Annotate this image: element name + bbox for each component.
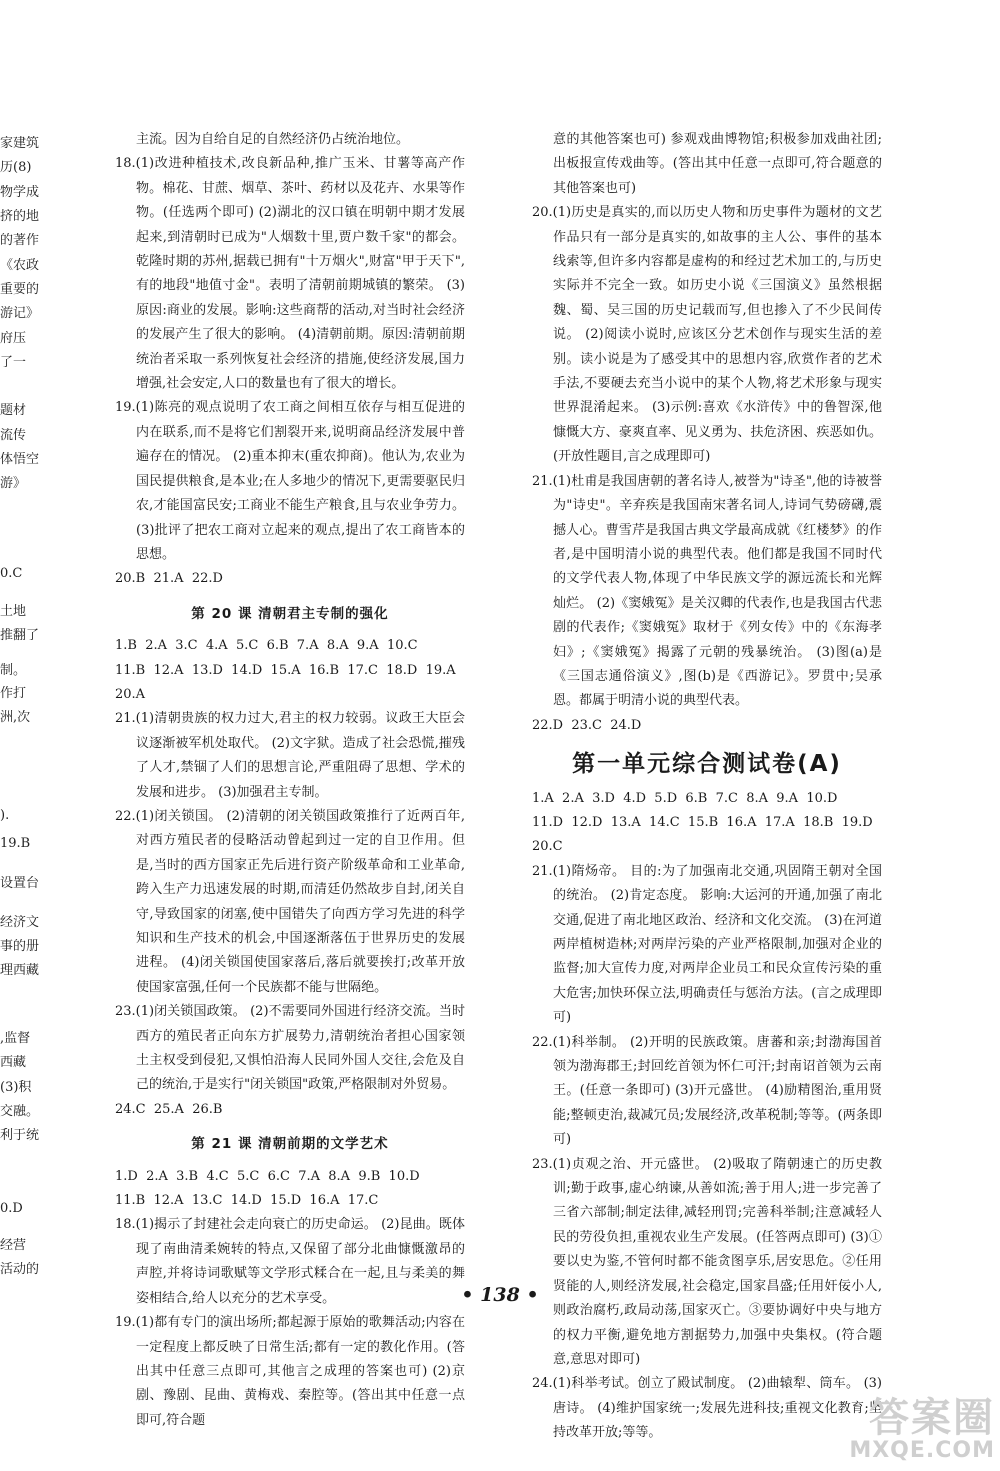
watermark-brand: 答案圈 [869,1395,995,1441]
answer-paragraph: 22.(1)科举制。 (2)开明的民族政策。唐蕃和亲;封渤海国首领为渤海郡王;封回纥首领为怀仁可汗;封南诏首领为云南王。(任意一条即可) (3)开元盛世。 (4)励精图治,重用贤能;整顿吏治,裁减冗员;发展经济,改革税制;等等。(两条即可) [532,1034,882,1148]
cropped-fragment: 制。 [0,663,27,678]
cropped-fragment: 家建筑 [0,136,40,151]
unit-test-heading: 第一单元综合测试卷(A) [572,751,842,778]
answer-key-line: 11.B 12.A 13.D 14.D 15.A 16.B 17.C 18.D 19.A [115,662,456,678]
cropped-fragment: 事的册 [0,939,40,954]
answer-key-line: 22.D 23.C 24.D [532,717,642,733]
answer-key-line: 11.B 12.A 13.C 14.D 15.D 16.A 17.C [115,1193,379,1209]
right-column [532,128,882,1446]
lesson-heading: 第 20 课 清朝君主专制的强化 [191,605,389,622]
cropped-fragment: 重要的 [0,282,40,297]
answer-key-line: 20.B 21.A 22.D [115,571,223,587]
answer-continuation: 意的其他答案也可) 参观戏曲博物馆;积极参加戏曲社团;出板报宣传戏曲等。(答出其中任意一点即可,符合题意的其他答案也可) [553,132,882,196]
lesson-heading: 第 21 课 清朝前期的文学艺术 [191,1136,389,1153]
cropped-fragment: ). [0,808,10,823]
cropped-fragment: 西藏 [0,1055,27,1070]
cropped-fragment: 府压 [0,331,27,346]
cropped-fragment: 游》 [0,476,27,491]
watermark-logo [805,1395,995,1468]
answer-paragraph: 22.(1)闭关锁国。 (2)清朝的闭关锁国政策推行了近两百年,对西方殖民者的侵略活动曾起到过一定的自卫作用。但是,当时的西方国家正先后进行资产阶级革命和工业革命,跨入生产力迅速发展的时期,而清廷仍然故步自封,闭关自守,导致国家的闭塞,使中国错失了向西方学习先进的科学知识和生产技术的机会,中国逐渐落伍于世界历史的发展进程。 (4)闭关锁国使国家落后,落后就要挨打;改革开放使国家富强,任何一个民族都不能与世隔绝。 [115,808,465,995]
answer-paragraph: 23.(1)闭关锁国政策。 (2)不需要同外国进行经济交流。当时西方的殖民者正向东方扩展势力,清朝统治者担心国家领土主权受到侵犯,又惧怕沿海人民同外国人交往,会危及自己的统治,于是实行"闭关锁国"政策,严格限制对外贸易。 [115,1004,465,1093]
cropped-fragment: 《农政 [0,258,40,273]
cropped-fragment: 0.D [0,1201,23,1216]
cropped-fragment: 推翻了 [0,628,40,643]
cropped-fragment: 作打 [0,686,27,701]
answer-continuation: 主流。因为自给自足的自然经济仍占统治地位。 [136,132,410,147]
cropped-fragment: 了一 [0,355,27,370]
cropped-fragment: 利于统 [0,1128,40,1143]
answer-key-line: 24.C 25.A 26.B [115,1101,223,1117]
cropped-fragment: 19.B [0,836,31,851]
cropped-fragment: 活动的 [0,1262,40,1277]
answer-key-line: 1.D 2.A 3.B 4.C 5.C 6.C 7.A 8.A 9.B 10.D [115,1168,420,1184]
answer-key-line: 20.A [115,686,146,702]
cropped-fragment: 经济文 [0,915,40,930]
answer-paragraph: 21.(1)杜甫是我国唐朝的著名诗人,被誉为"诗圣",他的诗被誉为"诗史"。辛弃疾是我国南宋著名词人,诗词气势磅礴,震撼人心。曹雪芹是我国古典文学最高成就《红楼梦》的作者,是中国明清小说的典型代表。他们都是我国不同时代的文学代表人物,体现了中华民族文学的源远流长和光辉灿烂。 (2)《窦娥冤》是关汉卿的代表作,也是我国古代悲剧的代表作;《窦娥冤》取材于《列女传》中的《东海孝妇》;《窦娥冤》揭露了元朝的残暴统治。 (3)图(a)是《三国志通俗演义》,图(b)是《西游记》。罗贯中;吴承恩。都属于明清小说的典型代表。 [532,473,882,709]
cropped-fragment: ,监督 [0,1031,31,1046]
answer-key-line: 1.B 2.A 3.C 4.A 5.C 6.B 7.A 8.A 9.A 10.C [115,638,418,654]
cropped-fragment: 流传 [0,428,27,443]
cropped-fragment: (3)积 [0,1080,32,1095]
cropped-fragment: 0.C [0,566,23,581]
left-column [115,128,465,1433]
answer-paragraph: 18.(1)揭示了封建社会走向衰亡的历史命运。 (2)昆曲。既体现了南曲清柔婉转的特点,又保留了部分北曲慷慨激昂的声腔,并将诗词歌赋等文学形式糅合在一起,且与柔美的舞姿相结合,给人以充分的艺术享受。 [115,1217,465,1306]
answer-paragraph: 18.(1)改进种植技术,改良新品种,推广玉米、甘薯等高产作物。棉花、甘蔗、烟草、茶叶、药材以及花卉、水果等作物。(任选两个即可) (2)湖北的汉口镇在明朝中期才发展起来,到清朝时已成为"人烟数十里,贾户数千家"的都会。乾隆时期的苏州,据载已拥有"十万烟火",财富"甲于天下",有的地段"地值寸金"。表明了清朝前期城镇的繁荣。 (3)原因:商业的发展。影响:这些商帮的活动,对当时社会经济的发展产生了很大的影响。 (4)清朝前期。原因:清朝前期统治者采取一系列恢复社会经济的措施,使经济发展,国力增强,社会安定,人口的数量也有了很大的增长。 [115,156,465,392]
answer-key-line: 20.C [532,839,563,855]
cropped-fragment: 设置台 [0,876,40,891]
cropped-fragment: 游记》 [0,306,40,321]
cropped-fragment: 土地 [0,604,27,619]
cropped-fragment: 体悟空 [0,452,40,467]
answer-paragraph: 21.(1)清朝贵族的权力过大,君主的权力较弱。议政王大臣会议逐渐被军机处取代。 (2)文字狱。造成了社会恐慌,摧残了人才,禁锢了人们的思想言论,严重阻碍了思想、学术的发展和进步。 (3)加强君主专制。 [115,711,465,800]
cropped-fragment: 的著作 [0,233,40,248]
answer-paragraph: 21.(1)隋炀帝。 目的:为了加强南北交通,巩固隋王朝对全国的统治。 (2)肯定态度。 影响:大运河的开通,加强了南北交通,促进了南北地区政治、经济和文化交流。 (3)在河道两岸植树造林;对两岸污染的产业严格限制,加强对企业的监督;加大宣传力度,对两岸企业员工和民众宣传污染的重大危害;加快环保立法,明确责任与惩治方法。(言之成理即可) [532,863,882,1026]
cropped-fragment: 挤的地 [0,209,40,224]
answer-key-line: 1.A 2.A 3.D 4.D 5.D 6.B 7.C 8.A 9.A 10.D [532,790,838,806]
cropped-fragment: 题材 [0,403,27,418]
cropped-fragment: 交融。 [0,1104,40,1119]
cropped-fragment: 洲,次 [0,710,31,725]
page-number: • 138 • [461,1284,539,1306]
answer-paragraph: 24.(1)科举考试。创立了殿试制度。 (2)曲辕犁、筒车。 (3)唐诗。 (4)维护国家统一;发展先进科技;重视文化教育;坚持改革开放;等等。 [532,1376,882,1441]
cropped-fragment: 物学成 [0,185,40,200]
answer-paragraph: 20.(1)历史是真实的,而以历史人物和历史事件为题材的文艺作品只有一部分是真实的,如故事的主人公、事件的基本线索等,但许多内容都是虚构的和经过艺术加工的,与历史实际并不完全一致。如历史小说《三国演义》虽然根据魏、蜀、吴三国的历史记载而写,但也掺入了不少民间传说。 (2)阅读小说时,应该区分艺术创作与现实生活的差别。读小说是为了感受其中的思想内容,欣赏作者的艺术手法,不要硬去充当小说中的某个人物,将艺术形象与现实世界混淆起来。 (3)示例:喜欢《水浒传》中的鲁智深,他慷慨大方、豪爽直率、见义勇为、扶危济困、疾恶如仇。(开放性题目,言之成理即可) [532,205,882,465]
cropped-fragment: 理西藏 [0,963,40,978]
cropped-fragment: 历(8) [0,160,32,175]
answer-key-line: 11.D 12.D 13.A 14.C 15.B 16.A 17.A 18.B 19.D [532,814,873,830]
answer-paragraph: 19.(1)陈亮的观点说明了农工商之间相互依存与相互促进的内在联系,而不是将它们割裂开来,说明商品经济发展中普遍存在的情况。 (2)重本抑末(重农抑商)。他认为,农业为国民提供粮食,是本业;在人多地少的情况下,更需要驱民归农,才能国富民安;工商业不能生产粮食,且与农业争劳力。 (3)批评了把农工商对立起来的观点,提出了农工商皆本的思想。 [115,400,465,562]
answer-paragraph: 23.(1)贞观之治、开元盛世。 (2)吸取了隋朝速亡的历史教训;勤于政事,虚心纳谏,从善如流;善于用人;进一步完善了三省六部制;制定法律,减轻刑罚;完善科举制;注意减轻人民的劳役负担,重视农业生产发展。(任答两点即可) (3)①要以史为鉴,不管何时都不能贪图享乐,居安思危。②任用贤能的人,则经济发展,社会稳定,国家昌盛;任用奸佞小人,则政治腐朽,政局动荡,国家灭亡。③要协调好中央与地方的权力平衡,避免地方割据势力,加强中央集权。(符合题意,意思对即可) [532,1156,882,1367]
watermark-url: MXQE.COM [849,1438,995,1463]
cropped-fragment: 经营 [0,1238,27,1253]
answer-paragraph: 19.(1)都有专门的演出场所;都起源于原始的歌舞活动;内容在一定程度上都反映了日常生活;都有一定的教化作用。(答出其中任意三点即可,其他言之成理的答案也可) (2)京剧、豫剧、昆曲、黄梅戏、秦腔等。(答出其中任意一点即可,符合题 [115,1315,465,1428]
